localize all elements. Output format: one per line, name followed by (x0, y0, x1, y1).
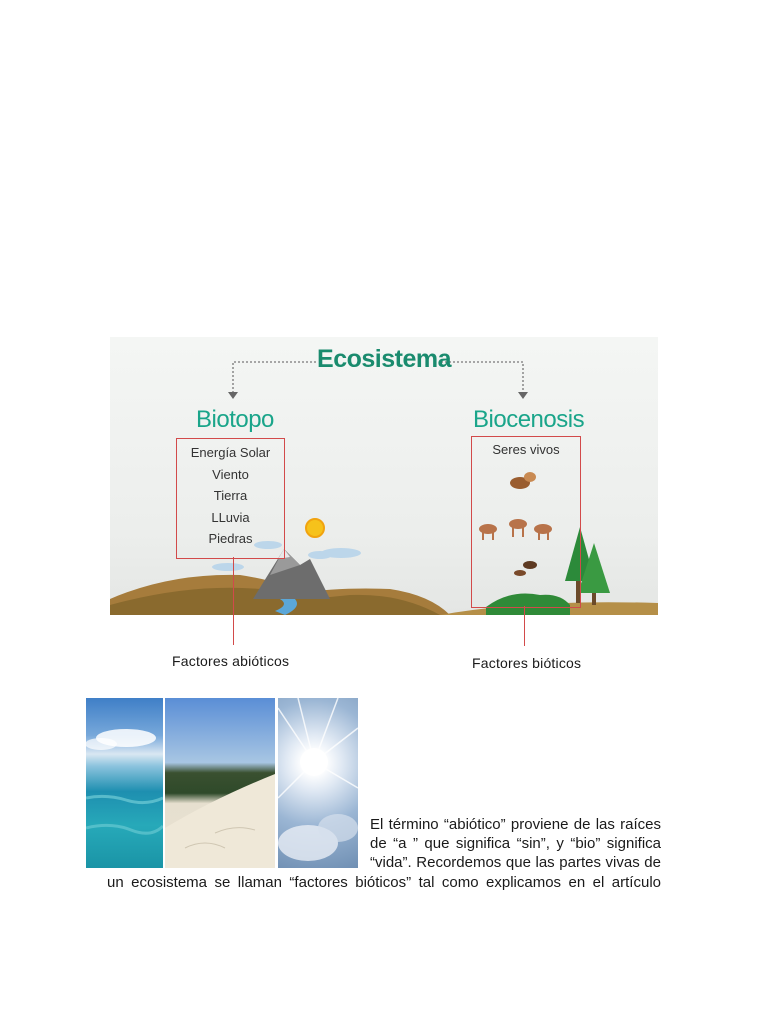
paragraph-line: de “a ” que significa “sin”, y “bio” significa (370, 835, 661, 852)
biotopo-item: Viento (212, 466, 249, 482)
biocenosis-title: Biocenosis (473, 406, 585, 433)
factores-bioticos-label: Factores bióticos (472, 655, 582, 671)
paragraph-line: El término “abiótico” proviene de las raíces (370, 816, 661, 833)
biocenosis-item: Seres vivos (492, 442, 560, 457)
paragraph-line: “vida”. Recordemos que las partes vivas de (370, 854, 661, 871)
bioticos-connector (524, 606, 525, 646)
factores-abioticos-label: Factores abióticos (172, 653, 290, 669)
ecosystem-diagram (110, 337, 658, 615)
biotopo-box (176, 438, 285, 559)
biotopo-item: Energía Solar (190, 445, 271, 460)
biocenosis-box (471, 436, 581, 608)
sun-icon (306, 519, 324, 537)
biotopo-item: Tierra (213, 488, 248, 503)
paragraph-line: un ecosistema se llaman “factores bióticos” tal como explicamos en el artículo (107, 874, 661, 891)
sun-rays-photo (278, 698, 358, 868)
diagram-title: Ecosistema (317, 345, 451, 373)
ocean-photo (86, 698, 163, 868)
biotopo-item: Piedras (208, 531, 253, 546)
sand-dune-photo (165, 698, 275, 868)
abioticos-connector (233, 557, 234, 645)
biotopo-item: LLuvia (211, 509, 250, 525)
biotopo-title: Biotopo (196, 406, 274, 433)
